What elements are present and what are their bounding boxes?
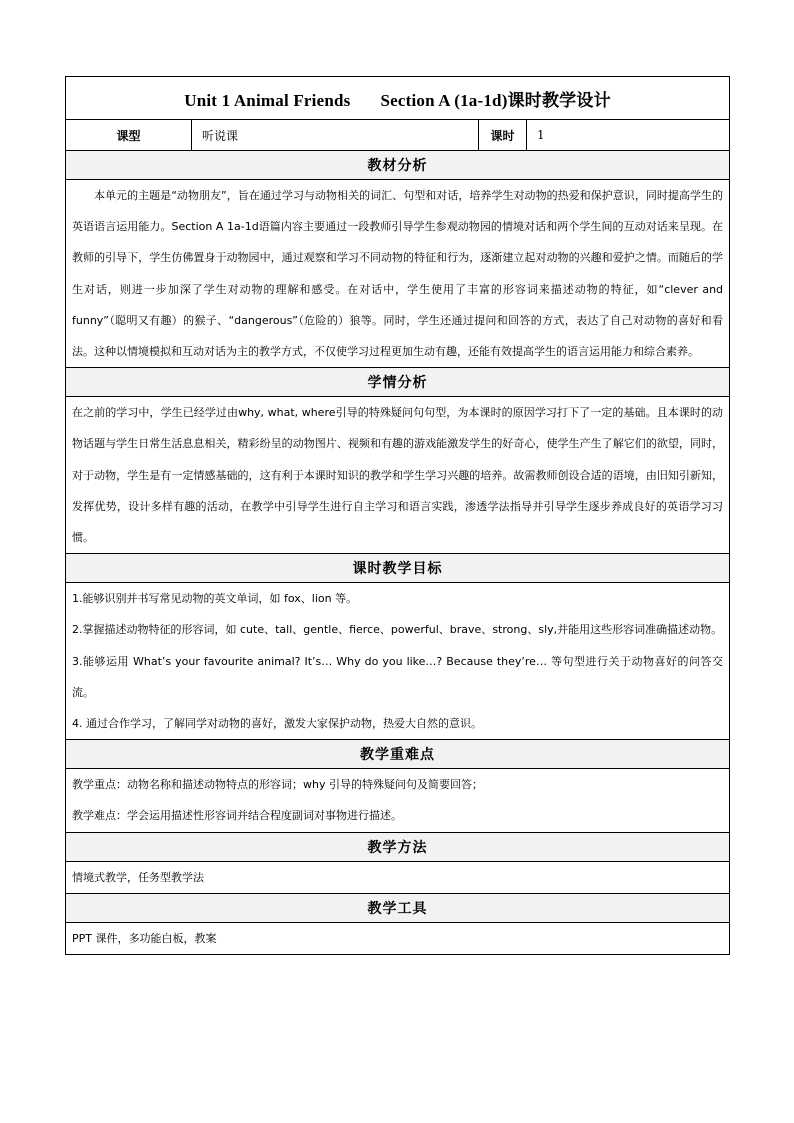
objectives-section — [66, 583, 730, 740]
key-points-section — [66, 769, 730, 832]
title-suffix: 课时教学设计 — [507, 90, 611, 111]
lesson-period-label: 课时 — [479, 120, 527, 151]
title-section: Section A (1a-1d) — [380, 90, 508, 110]
learner-analysis-heading: 学情分析 — [66, 368, 730, 397]
objective-item: 1.能够识别并书写常见动物的英文单词，如 fox、lion 等。 — [72, 592, 358, 606]
textbook-analysis-section — [66, 180, 730, 368]
objectives-heading: 课时教学目标 — [66, 554, 730, 583]
objective-item: 3.能够运用 What’s your favourite animal? It’s… Why do you like…? Because they’re… 等句型进行关于动物喜好的问答交流。 — [72, 654, 724, 699]
learner-analysis-section — [66, 397, 730, 554]
lesson-type-label: 课型 — [66, 120, 192, 151]
key-point-difficulty: 教学难点：学会运用描述性形容词并结合程度副词对事物进行描述。 — [72, 809, 402, 823]
learner-analysis-text: 在之前的学习中，学生已经学过由why, what, where引导的特殊疑问句句型，为本课时的原因学习打下了一定的基础。且本课时的动物话题与学生日常生活息息相关，精彩纷呈的动物图片、视频和有趣的游戏能激发学生的好奇心，使学生产生了解它们的欲望，同时，对于动物，学生是有一定情感基础的，这有利于本课时知识的教学和学生学习兴趣的培养。故需教师创设合适的语境，由旧知引新知，发挥优势，设计多样有趣的活动，在教学中引导学生进行自主学习和语言实践，渗透学法指导并引导学生逐步养成良好的英语学习习惯。 — [72, 406, 724, 545]
textbook-analysis-heading: 教材分析 — [66, 151, 730, 180]
tools-text: PPT 课件，多功能白板，教案 — [66, 922, 730, 954]
document-title — [66, 77, 730, 120]
key-points-heading: 教学重难点 — [66, 740, 730, 769]
methods-heading: 教学方法 — [66, 832, 730, 861]
objective-item: 4. 通过合作学习，了解同学对动物的喜好，激发大家保护动物，热爱大自然的意识。 — [72, 717, 482, 731]
lesson-type-value: 听说课 — [192, 120, 479, 151]
methods-text: 情境式教学，任务型教学法 — [66, 861, 730, 893]
lesson-plan-page — [65, 76, 729, 955]
lesson-plan-table — [65, 76, 730, 955]
objective-item: 2.掌握描述动物特征的形容词，如 cute、tall、gentle、fierce、powerful、brave、strong、sly,并能用这些形容词准确描述动物。 — [72, 623, 723, 637]
textbook-analysis-text: 本单元的主题是“动物朋友”，旨在通过学习与动物相关的词汇、句型和对话，培养学生对动物的热爱和保护意识，同时提高学生的英语语言运用能力。Section A 1a-1d语篇内容主要通过一段教师引导学生参观动物园的情境对话和两个学生间的互动对话来呈现。在教师的引导下，学生仿佛置身于动物园中，通过观察和学习不同动物的特征和行为，逐渐建立起对动物的兴趣和爱护之情。而随后的学生对话，则进一步加深了学生对动物的理解和感受。在对话中，学生使用了丰富的形容词来描述动物的特征，如“clever and funny”（聪明又有趣）的猴子、“dangerous”（危险的）狼等。同时，学生还通过提问和回答的方式，表达了自己对动物的喜好和看法。这种以情境模拟和互动对话为主的教学方式，不仅使学习过程更加生动有趣，还能有效提高学生的语言运用能力和综合素养。 — [72, 189, 724, 359]
tools-heading: 教学工具 — [66, 893, 730, 922]
title-unit: Unit 1 Animal Friends — [184, 90, 351, 110]
lesson-period-value: 1 — [527, 120, 730, 151]
key-point-focus: 教学重点：动物名称和描述动物特点的形容词；why 引导的特殊疑问句及简要回答； — [72, 778, 483, 792]
